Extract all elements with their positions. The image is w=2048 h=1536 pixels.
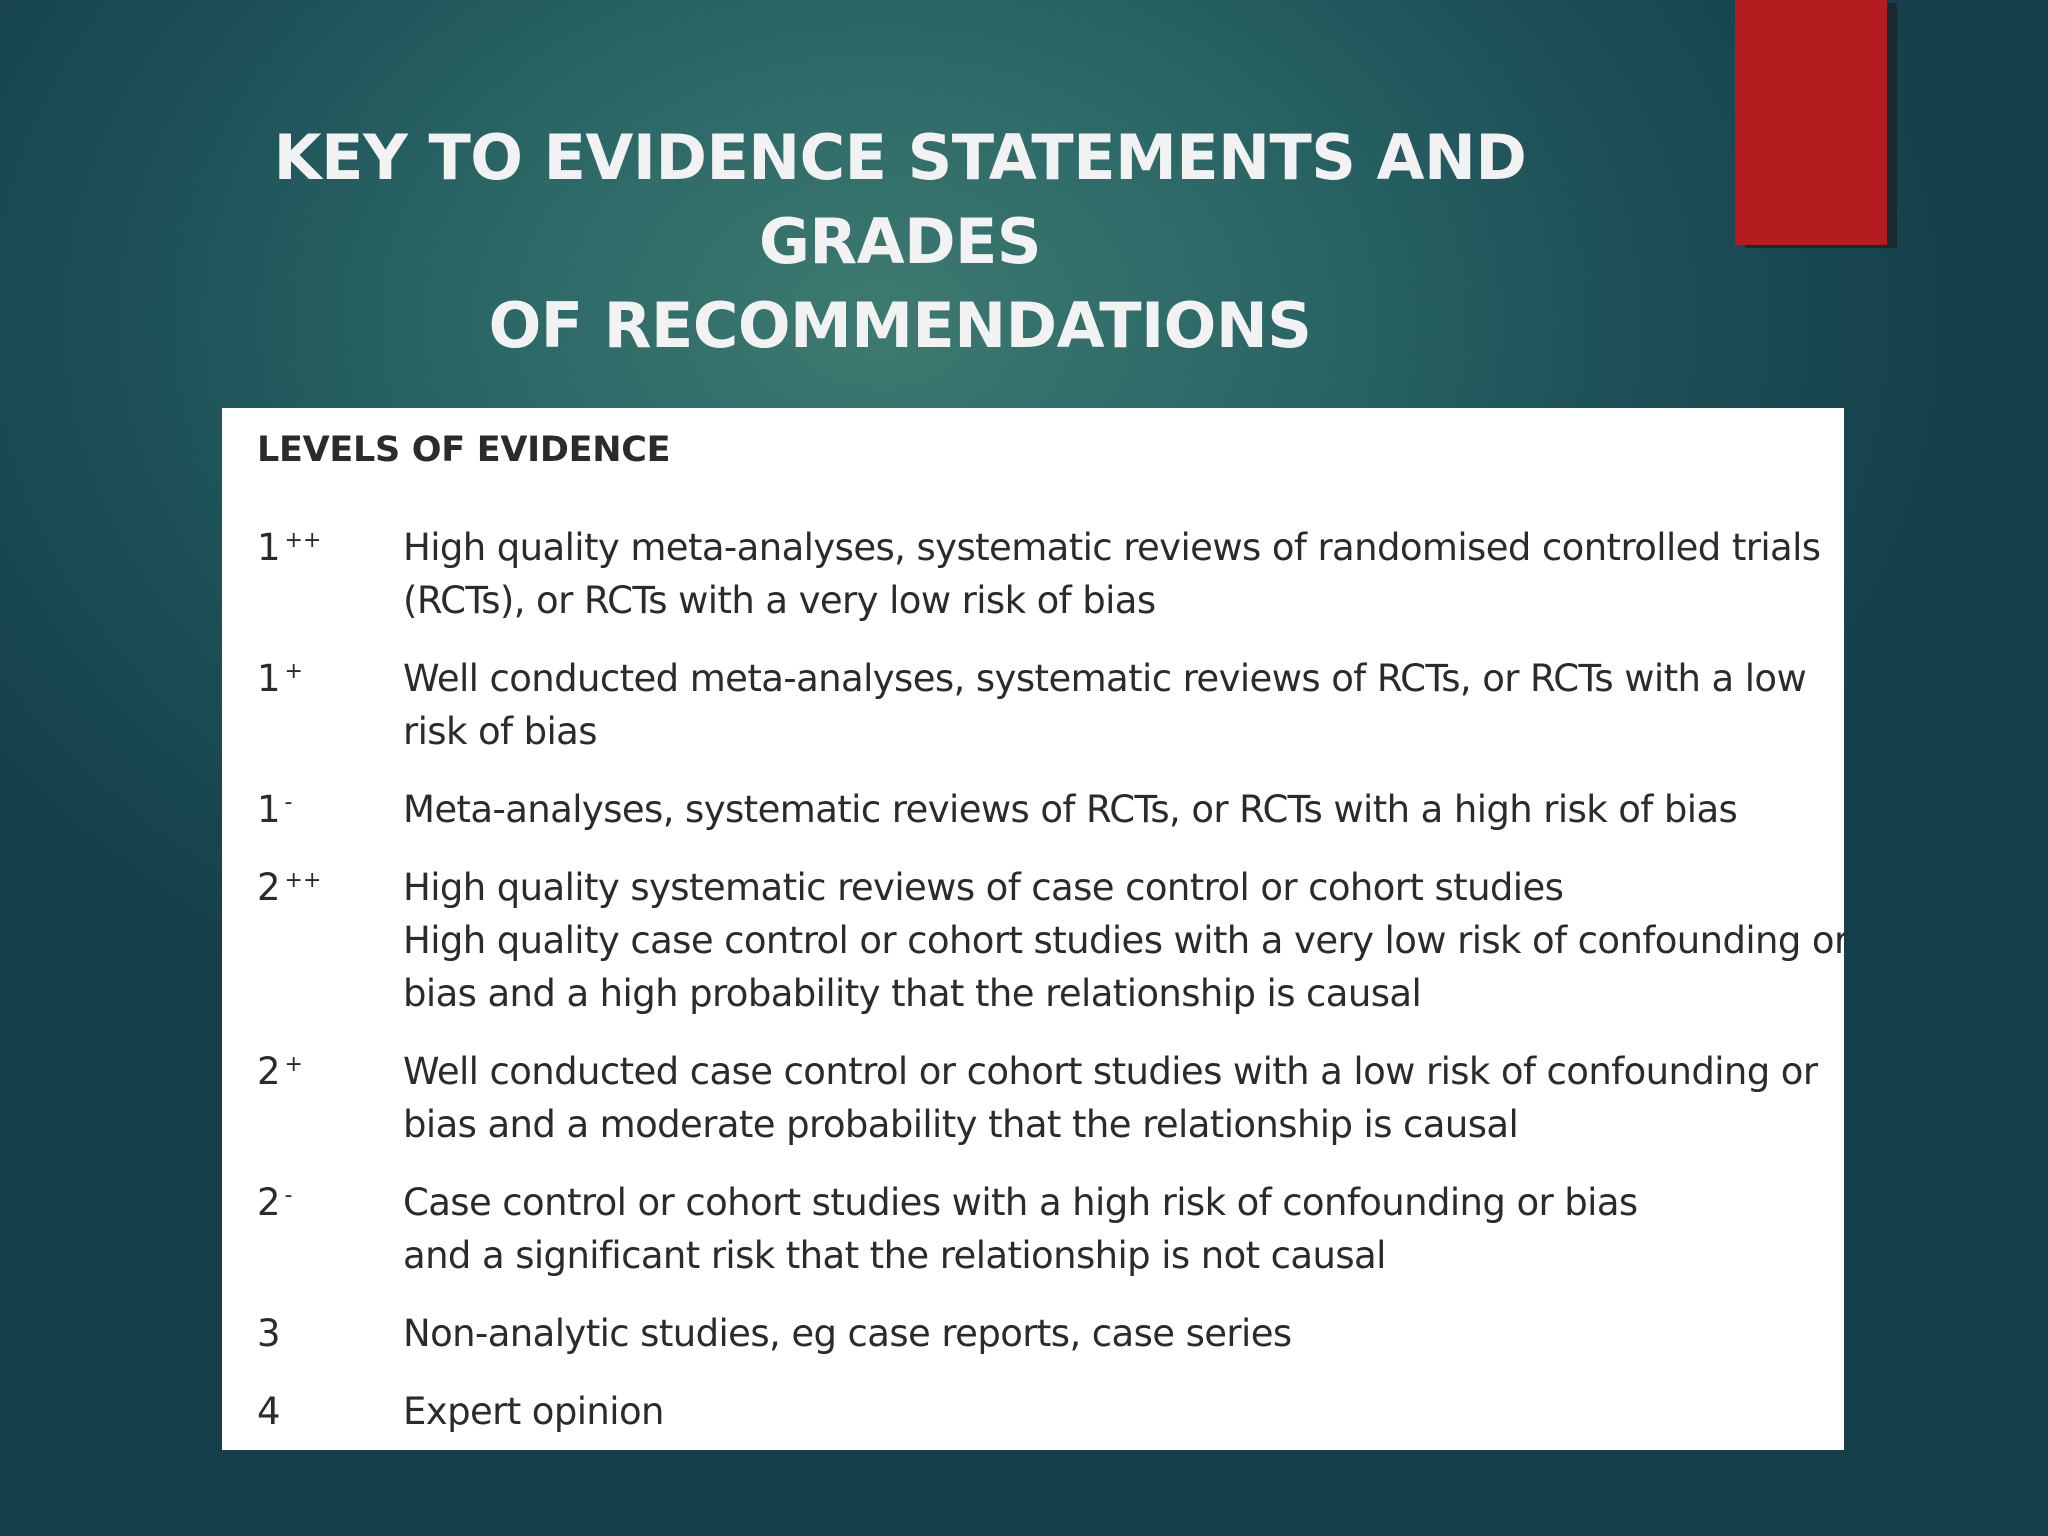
level-description: Non-analytic studies, eg case reports, case series <box>403 1312 1292 1355</box>
level-description: Well conducted case control or cohort studies with a low risk of confounding or bias and a moderate probability that the relationship is causal <box>403 1050 1818 1146</box>
level-label: 1 + <box>257 657 303 700</box>
red-accent-bar <box>1735 0 1887 245</box>
level-label: 3 <box>257 1312 281 1355</box>
table-heading: LEVELS OF EVIDENCE <box>257 430 671 470</box>
levels-of-evidence-table <box>222 408 1849 1450</box>
level-description: Expert opinion <box>403 1390 664 1433</box>
level-label: 2 - <box>257 1181 293 1224</box>
level-description: Case control or cohort studies with a high risk of confounding or bias and a significant risk that the relationship is not causal <box>403 1181 1638 1277</box>
slide-title-line-2: OF RECOMMENDATIONS <box>488 289 1312 362</box>
level-label: 4 <box>257 1390 281 1433</box>
level-label: 1 - <box>257 788 293 831</box>
slide-title-line-1: KEY TO EVIDENCE STATEMENTS AND GRADES <box>273 121 1527 278</box>
slide-title <box>140 116 1660 368</box>
level-description: High quality meta-analyses, systematic reviews of randomised controlled trials (RCTs), or RCTs with a very low risk of bias <box>403 526 1821 622</box>
level-description: High quality systematic reviews of case control or cohort studies High quality case control or cohort studies with a very low risk of confounding or bias and a high probability that the relationship is causal <box>403 866 1849 1015</box>
level-label: 1 ++ <box>257 526 322 569</box>
level-label: 2 + <box>257 1050 303 1093</box>
level-description: Well conducted meta-analyses, systematic reviews of RCTs, or RCTs with a low risk of bias <box>403 657 1807 753</box>
level-description: Meta-analyses, systematic reviews of RCTs, or RCTs with a high risk of bias <box>403 788 1738 831</box>
level-label: 2 ++ <box>257 866 322 909</box>
